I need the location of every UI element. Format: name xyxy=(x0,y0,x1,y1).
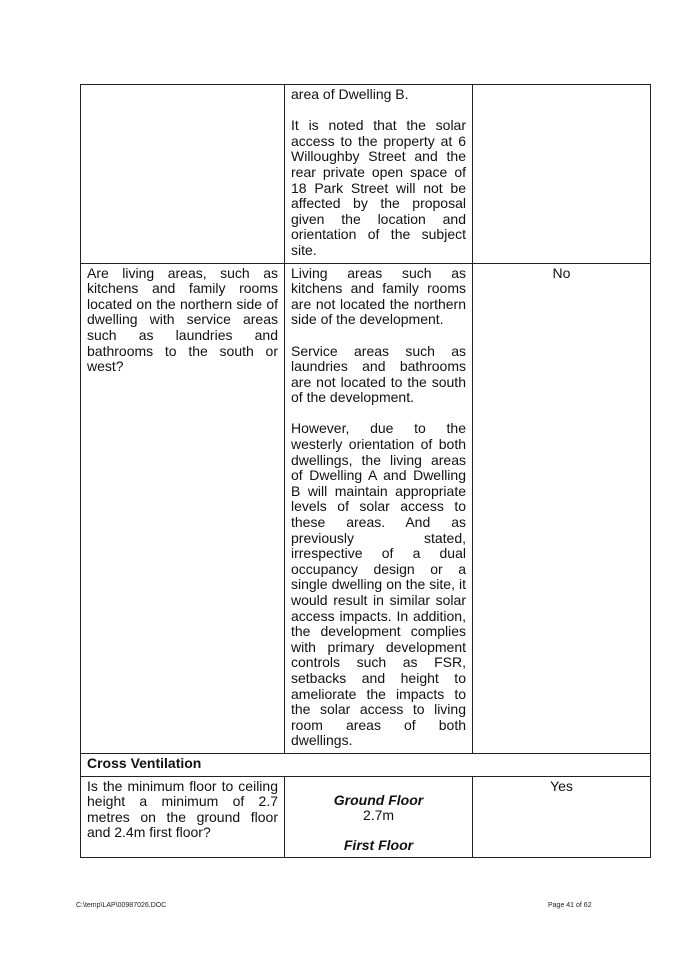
question-cell xyxy=(81,85,285,264)
comment-paragraph: However, due to the westerly orientation of both dwellings, the living areas of Dwelling A and Dwelling B will maintain appropriate levels of solar access to these areas. And as previously stated, irrespective of a dual occupancy design or a single dwelling on the site, it would result in similar solar access impacts. In addition, the development complies with primary development controls such as FSR, setbacks and height to ameliorate the impacts to the solar access to living room areas of both dwellings. xyxy=(291,420,466,749)
footer-file-path: C:\temp\LAP\00987026.DOC xyxy=(76,902,167,909)
question-cell xyxy=(81,263,285,753)
ground-floor-label: Ground Floor xyxy=(333,791,424,808)
comment-cell xyxy=(285,85,473,264)
question-text: Is the minimum floor to ceiling height a minimum of 2.7 metres on the ground floor and 2.4m first floor? xyxy=(87,777,278,841)
first-floor-label: First Floor xyxy=(343,836,414,853)
compliance-cell xyxy=(473,85,651,264)
compliance-answer: No xyxy=(552,264,571,281)
question-text: Are living areas, such as kitchens and family rooms located on the northern side of dwelling with service areas such as laundries and bathrooms to the south or west? xyxy=(87,264,278,375)
table-row xyxy=(81,776,651,858)
compliance-table xyxy=(80,84,651,858)
question-cell xyxy=(81,776,285,858)
comment-cell xyxy=(285,263,473,753)
section-heading: Cross Ventilation xyxy=(81,753,651,776)
compliance-answer: Yes xyxy=(550,777,573,794)
comment-cell xyxy=(285,776,473,858)
table-row xyxy=(81,263,651,753)
ground-floor-value: 2.7m xyxy=(362,807,395,824)
comment-paragraph: Service areas such as laundries and bathrooms are not located to the south of the development. xyxy=(291,342,466,406)
table-row xyxy=(81,85,651,264)
footer-page-number: Page 41 of 62 xyxy=(548,902,592,909)
comment-paragraph: It is noted that the solar access to the property at 6 Willoughby Street and the rear private open space of 18 Park Street will not be affected by the proposal given the location and orientation of the subject site. xyxy=(291,117,466,258)
compliance-cell xyxy=(473,263,651,753)
compliance-cell xyxy=(473,776,651,858)
comment-paragraph: Living areas such as kitchens and family rooms are not located the northern side of the development. xyxy=(291,264,466,328)
comment-paragraph: area of Dwelling B. xyxy=(291,86,409,102)
section-heading-row xyxy=(81,753,651,776)
